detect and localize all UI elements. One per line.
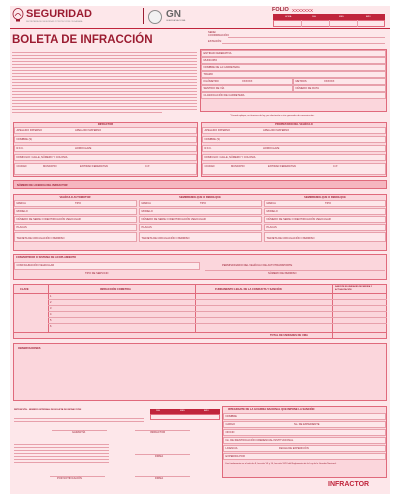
header-divider [10,28,390,29]
folio-label: FOLIO [272,7,289,13]
trailer1-model-field[interactable]: MODELO [139,208,262,215]
officer-position-field[interactable]: CARGO No. DE EXPEDIENTE [223,421,386,428]
officer-office-field[interactable]: OFICIO [223,429,386,436]
officer-id-field[interactable]: No. DE IDENTIFICACIÓN CREDENCIAL INSTITUCIONAL [223,437,386,444]
officer-issuer-field[interactable]: EXPEDIDA POR [223,453,386,460]
col-legal-basis: FUNDAMENTO LEGAL DE LA CONDUCTA Y SANCIÓN [215,288,282,291]
trailer2-permit-field[interactable]: TARJETA DE CIRCULACIÓN / PERMISO [264,232,386,242]
trailer1-serial-field[interactable]: NÚMERO DE SERIE O IDENTIFICACIÓN VEHICULAR [139,216,262,223]
month-col: MES [339,15,344,18]
col-sanction: SANCIÓN EN UNIDADES DE MEDIDA Y ACTUALIZACIÓN [335,286,373,291]
gn-logo-text: GN [166,9,181,20]
owner-title: PROPIETARIO DEL VEHÍCULO [275,123,313,126]
license-number-field[interactable]: NÚMERO DE LICENCIA DEL INFRACTOR [13,180,387,189]
coupling-title: CONVERTIDOR O SISTEMA DE ACOPLAMIENTO [16,256,76,259]
table-row: 2 [50,301,52,304]
observations-field[interactable] [13,343,387,401]
vehicle-title: VEHÍCULO AUTOMOTOR [59,196,91,199]
meters-field[interactable]: METROS XXXXXX [293,78,386,85]
infractor-title: INFRACTOR [97,123,114,126]
trailer2-make-field[interactable]: MARCA TIPO [264,200,386,207]
section-field[interactable]: TRAMO [201,71,386,78]
station-label: ESTACIÓN: [208,40,222,43]
infractor-rfc-field[interactable]: R.F.C. HOMOCLAVE [14,145,197,152]
ticket-title: BOLETA DE INFRACCIÓN [12,34,153,46]
year-col: AÑO [366,15,371,18]
table-row: 4 [50,313,52,316]
hour-col: HORA [285,15,292,18]
footnote: *Cuando aplique, en términos de ley, por afectación a vías generales de comunicación. [230,115,315,117]
col-infraction: INFRACCIÓN COMETIDA [100,288,131,291]
coordination-label: COORDINACIÓN: [208,34,230,37]
vehicle-plates-field[interactable]: PLACAS [14,224,137,231]
col-clave: CLAVE [20,288,29,291]
infractor-address-field[interactable]: DOMICILIO: CALLE, NÚMERO Y COLONIA [14,154,197,161]
year-col: AÑO [204,410,209,412]
sede-label: SEDE/ [208,31,216,34]
table-row: 5 [50,319,52,322]
signature-label: FIRMA [155,455,164,458]
vehicle-make-field[interactable]: MARCA TIPO [14,200,137,207]
permit-holder-label: PERMISIONARIO DEL VEHÍCULO DE AUTOTRANSPORTE [222,264,293,267]
table-row: 3 [50,307,52,310]
owner-rfc-field[interactable]: R.F.C. HOMOCLAVE [202,145,386,152]
vehicle-model-field[interactable]: MODELO [14,208,137,215]
infractor-city-field[interactable]: CIUDAD MUNICIPIO ENTIDAD FEDERATIVA C.P. [14,163,197,175]
trailer1-plates-field[interactable]: PLACAS [139,224,262,231]
trailer2-serial-field[interactable]: NÚMERO DE SERIE O IDENTIFICACIÓN VEHICULAR [264,216,386,223]
municipality-field[interactable]: MUNICIPIO [201,57,386,64]
trailer1-title: SEMIRREMOLQUE O REMOLQUE [179,196,221,199]
infractor-name-field[interactable]: NOMBRE (S) [14,136,197,143]
owner-name-field[interactable]: NOMBRE (S) [202,136,386,143]
retention-date-fields[interactable] [150,414,220,420]
route-number-field[interactable]: NÚMERO DE RUTA [293,85,386,92]
infractor-signature-label: INFRACTOR [150,431,166,434]
highway-name-field[interactable]: NOMBRE DE LA CARRETERA [201,64,386,71]
guardia-nacional-emblem-icon [148,10,162,24]
kilometer-field[interactable]: KILÓMETRO XXXXXX [201,78,293,85]
gn-subtitle: GUARDIA NACIONAL [166,20,186,22]
highway-class-field[interactable]: CLASIFICACIÓN DE CARRETERA [201,92,386,99]
officer-license-field[interactable]: LICENCIA FECHA DE EXPEDICIÓN [223,445,386,452]
state-field[interactable]: ENTIDAD FEDERATIVA [201,50,386,57]
signature-label: FIRMA [155,477,164,480]
notification-label: POR NOTIFICACIÓN [57,477,82,480]
owner-city-field[interactable]: CIUDAD MUNICIPIO ENTIDAD FEDERATIVA C.P. [202,163,386,175]
officer-title: INTEGRANTE DE LA GUARDIA NACIONAL QUE IMPONE LA SANCIÓN [228,408,315,411]
agency-subtitle: SECRETARÍA DE SEGURIDAD Y PROTECCIÓN CIUDADANA [26,21,83,23]
owner-surnames-field[interactable]: APELLIDO PATERNO APELLIDO MATERNO [202,127,386,134]
owner-address-field[interactable]: DOMICILIO: CALLE, NÚMERO Y COLONIA [202,154,386,161]
road-direction-field[interactable]: SENTIDO DE VÍA [201,85,293,92]
vehicle-serial-field[interactable]: NÚMERO DE SERIE O IDENTIFICACIÓN VEHICULAR [14,216,137,223]
infractor-surnames-field[interactable]: APELLIDO PATERNO APELLIDO MATERNO [14,127,197,134]
officer-legal-basis: Con fundamento en el artículo 9, fracción VII y 10, fracción XXXI del Reglamento de la Ley de la Guardia Nacional. [225,463,337,465]
copy-label: INFRACTOR [328,481,370,488]
observations-title: OBSERVACIONES [18,347,41,350]
guarantee-label: GARANTÍA [72,431,86,434]
table-row: 6 [50,325,52,328]
month-col: MES [180,410,185,412]
trailer1-permit-field[interactable]: TARJETA DE CIRCULACIÓN / PERMISO [139,232,262,242]
table-row: 1 [50,295,52,298]
retention-title: RETENCIÓN - NÚMERO INTERNAL DE BOLETA DE INFRACCIÓN [14,409,82,411]
day-col: DIA [312,15,316,18]
service-type-label: TIPO DE SERVICIO [85,272,109,275]
trailer2-model-field[interactable]: MODELO [264,208,386,215]
trailer2-plates-field[interactable]: PLACAS [264,224,386,231]
officer-name-field[interactable]: NOMBRE [223,413,386,420]
trailer2-title: SEMIRREMOLQUE O REMOLQUE [304,196,346,199]
infraction-ticket [10,6,390,494]
permit-number-label: NÚMERO DE PERMISO [268,272,297,275]
total-uma-label: TOTAL DE UNIDADES DE UMA [270,334,308,337]
agency-name: SEGURIDAD [26,8,93,20]
vehicle-config-field[interactable]: CONFIGURACIÓN VEHICULAR [14,262,200,270]
day-col: DÍA [156,410,160,412]
government-seal-icon [12,8,24,22]
trailer1-make-field[interactable]: MARCA TIPO [139,200,262,207]
vehicle-permit-field[interactable]: TARJETA DE CIRCULACIÓN / PERMISO [14,232,137,242]
folio-value: XXXXXXX [292,7,314,13]
